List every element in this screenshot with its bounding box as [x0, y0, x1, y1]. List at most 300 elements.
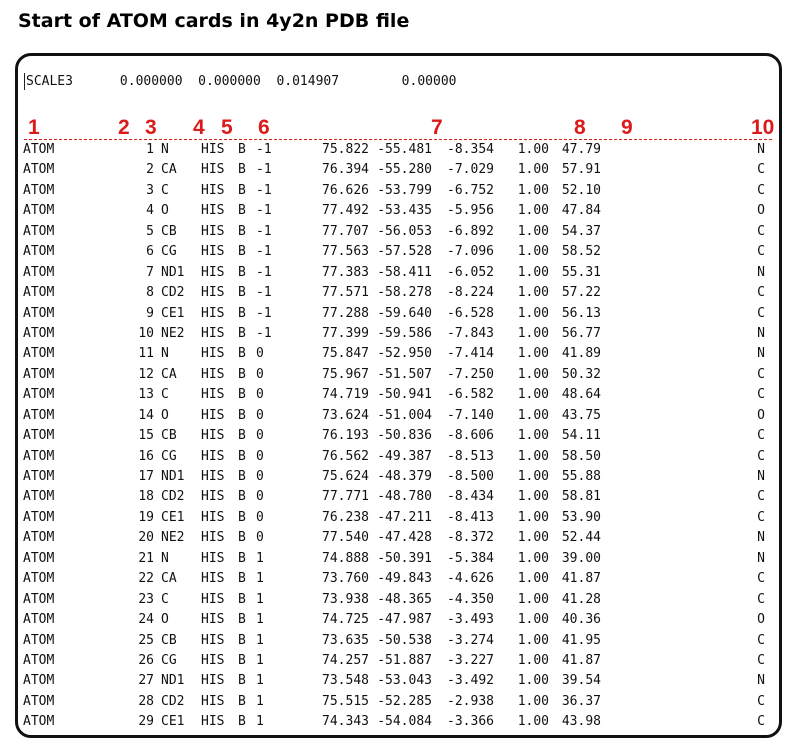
coord-z: -6.892 — [447, 223, 494, 239]
element: C — [757, 652, 765, 668]
occupancy: 1.00 — [517, 407, 549, 423]
atom-serial: 26 — [138, 652, 154, 668]
atom-row — [18, 324, 779, 344]
element: C — [757, 714, 765, 730]
coord-y: -53.799 — [377, 182, 432, 198]
residue-name: HIS — [201, 203, 225, 219]
coord-y: -57.528 — [377, 244, 432, 260]
temp-factor: 48.64 — [561, 387, 601, 403]
residue-seq: 1 — [256, 714, 264, 730]
coord-x: 74.343 — [322, 714, 369, 730]
residue-name: HIS — [201, 469, 225, 484]
atom-serial: 5 — [146, 223, 154, 239]
coord-y: -53.435 — [377, 203, 432, 219]
residue-seq: 0 — [256, 346, 264, 362]
occupancy: 1.00 — [517, 673, 549, 689]
coord-z: -8.513 — [447, 448, 494, 464]
column-number-2: 2 — [118, 116, 130, 139]
atom-row — [18, 181, 779, 201]
atom-serial: 7 — [146, 264, 154, 280]
record-name: ATOM — [23, 223, 55, 239]
occupancy: 1.00 — [517, 714, 549, 730]
record-name: ATOM — [23, 612, 55, 628]
atom-name: CG — [161, 448, 177, 464]
residue-seq: 1 — [256, 632, 264, 648]
atom-serial: 21 — [138, 550, 154, 566]
occupancy: 1.00 — [517, 612, 549, 628]
column-number-7: 7 — [431, 116, 443, 139]
atom-row — [18, 304, 779, 324]
chain-id: B — [238, 387, 246, 403]
element: C — [757, 244, 765, 260]
residue-name: HIS — [201, 509, 225, 525]
residue-name: HIS — [201, 223, 225, 239]
occupancy: 1.00 — [517, 264, 549, 280]
coord-y: -52.950 — [377, 346, 432, 362]
record-name: ATOM — [23, 714, 55, 730]
coord-y: -51.507 — [377, 366, 432, 382]
atom-row — [18, 508, 779, 528]
residue-name: HIS — [201, 612, 225, 628]
atom-row — [18, 528, 779, 548]
residue-seq: -1 — [256, 203, 272, 219]
atom-serial: 9 — [146, 305, 154, 321]
coord-x: 77.492 — [322, 203, 369, 219]
residue-seq: -1 — [256, 142, 272, 157]
atom-row — [18, 447, 779, 467]
coord-x: 76.394 — [322, 162, 369, 178]
record-name: ATOM — [23, 489, 55, 505]
residue-seq: 0 — [256, 530, 264, 546]
atom-serial: 1 — [146, 142, 154, 157]
chain-id: B — [238, 652, 246, 668]
atom-records — [18, 140, 779, 733]
coord-z: -5.956 — [447, 203, 494, 219]
element: O — [757, 407, 765, 423]
chain-id: B — [238, 448, 246, 464]
coord-z: -8.413 — [447, 509, 494, 525]
atom-serial: 20 — [138, 530, 154, 546]
coord-x: 76.626 — [322, 182, 369, 198]
atom-serial: 13 — [138, 387, 154, 403]
coord-z: -6.752 — [447, 182, 494, 198]
element: C — [757, 285, 765, 301]
atom-name: CE1 — [161, 714, 185, 730]
coord-x: 73.760 — [322, 571, 369, 587]
residue-seq: 0 — [256, 407, 264, 423]
atom-name: NE2 — [161, 325, 185, 341]
atom-serial: 12 — [138, 366, 154, 382]
coord-y: -47.428 — [377, 530, 432, 546]
pdb-text-panel[interactable] — [15, 53, 782, 738]
temp-factor: 41.95 — [561, 632, 601, 648]
atom-row — [18, 651, 779, 671]
coord-z: -3.366 — [447, 714, 494, 730]
coord-z: -7.029 — [447, 162, 494, 178]
occupancy: 1.00 — [517, 448, 549, 464]
coord-z: -3.493 — [447, 612, 494, 628]
residue-name: HIS — [201, 264, 225, 280]
occupancy: 1.00 — [517, 591, 549, 607]
chain-id: B — [238, 632, 246, 648]
temp-factor: 43.75 — [561, 407, 601, 423]
atom-row — [18, 671, 779, 691]
residue-seq: 0 — [256, 448, 264, 464]
residue-name: HIS — [201, 244, 225, 260]
chain-id: B — [238, 346, 246, 362]
temp-factor: 54.37 — [561, 223, 601, 239]
temp-factor: 50.32 — [561, 366, 601, 382]
chain-id: B — [238, 693, 246, 709]
coord-z: -7.250 — [447, 366, 494, 382]
atom-name: N — [161, 142, 169, 157]
residue-seq: 1 — [256, 673, 264, 689]
coord-y: -50.538 — [377, 632, 432, 648]
element: C — [757, 448, 765, 464]
record-name: ATOM — [23, 448, 55, 464]
occupancy: 1.00 — [517, 223, 549, 239]
atom-name: CD2 — [161, 693, 185, 709]
occupancy: 1.00 — [517, 346, 549, 362]
coord-y: -54.084 — [377, 714, 432, 730]
coord-z: -3.227 — [447, 652, 494, 668]
residue-seq: -1 — [256, 305, 272, 321]
chain-id: B — [238, 162, 246, 178]
coord-x: 76.193 — [322, 428, 369, 444]
temp-factor: 58.50 — [561, 448, 601, 464]
coord-x: 75.515 — [322, 693, 369, 709]
atom-name: ND1 — [161, 673, 185, 689]
atom-serial: 23 — [138, 591, 154, 607]
coord-z: -4.626 — [447, 571, 494, 587]
coord-z: -8.606 — [447, 428, 494, 444]
atom-row — [18, 692, 779, 712]
column-number-6: 6 — [258, 116, 270, 139]
atom-serial: 8 — [146, 285, 154, 301]
element: C — [757, 223, 765, 239]
chain-id: B — [238, 142, 246, 157]
element: C — [757, 489, 765, 505]
temp-factor: 41.87 — [561, 571, 601, 587]
chain-id: B — [238, 407, 246, 423]
residue-seq: 1 — [256, 550, 264, 566]
chain-id: B — [238, 612, 246, 628]
coord-x: 77.771 — [322, 489, 369, 505]
atom-name: C — [161, 387, 169, 403]
record-name: ATOM — [23, 407, 55, 423]
occupancy: 1.00 — [517, 571, 549, 587]
element: O — [757, 612, 765, 628]
residue-seq: 0 — [256, 489, 264, 505]
residue-seq: -1 — [256, 162, 272, 178]
coord-z: -8.224 — [447, 285, 494, 301]
coord-z: -7.096 — [447, 244, 494, 260]
column-number-1: 1 — [28, 116, 40, 139]
temp-factor: 47.79 — [561, 142, 601, 157]
occupancy: 1.00 — [517, 305, 549, 321]
coord-y: -56.053 — [377, 223, 432, 239]
residue-name: HIS — [201, 571, 225, 587]
residue-name: HIS — [201, 366, 225, 382]
element: C — [757, 387, 765, 403]
residue-name: HIS — [201, 162, 225, 178]
temp-factor: 52.44 — [561, 530, 601, 546]
atom-name: CB — [161, 632, 177, 648]
temp-factor: 54.11 — [561, 428, 601, 444]
residue-name: HIS — [201, 673, 225, 689]
atom-row — [18, 222, 779, 242]
residue-name: HIS — [201, 387, 225, 403]
element: C — [757, 509, 765, 525]
occupancy: 1.00 — [517, 693, 549, 709]
atom-row — [18, 467, 779, 487]
coord-y: -47.987 — [377, 612, 432, 628]
occupancy: 1.00 — [517, 489, 549, 505]
atom-name: ND1 — [161, 469, 185, 484]
atom-name: CB — [161, 223, 177, 239]
record-name: ATOM — [23, 571, 55, 587]
residue-seq: -1 — [256, 285, 272, 301]
coord-x: 75.624 — [322, 469, 369, 484]
atom-name: C — [161, 182, 169, 198]
coord-y: -58.411 — [377, 264, 432, 280]
scale3-line: SCALE3 0.000000 0.000000 0.014907 0.00000 — [26, 74, 457, 89]
coord-y: -50.941 — [377, 387, 432, 403]
record-name: ATOM — [23, 162, 55, 178]
element: N — [757, 673, 765, 689]
atom-serial: 15 — [138, 428, 154, 444]
atom-name: CE1 — [161, 305, 185, 321]
coord-y: -59.586 — [377, 325, 432, 341]
column-number-5: 5 — [221, 116, 233, 139]
element: N — [757, 325, 765, 341]
record-name: ATOM — [23, 550, 55, 566]
occupancy: 1.00 — [517, 203, 549, 219]
residue-name: HIS — [201, 142, 225, 157]
coord-y: -48.379 — [377, 469, 432, 484]
occupancy: 1.00 — [517, 285, 549, 301]
chain-id: B — [238, 366, 246, 382]
atom-serial: 24 — [138, 612, 154, 628]
atom-name: CD2 — [161, 285, 185, 301]
atom-row — [18, 385, 779, 405]
coord-z: -6.582 — [447, 387, 494, 403]
atom-serial: 14 — [138, 407, 154, 423]
occupancy: 1.00 — [517, 530, 549, 546]
column-number-4: 4 — [193, 116, 205, 139]
atom-row — [18, 344, 779, 364]
chain-id: B — [238, 203, 246, 219]
residue-seq: 0 — [256, 366, 264, 382]
coord-y: -50.391 — [377, 550, 432, 566]
residue-name: HIS — [201, 285, 225, 301]
temp-factor: 47.84 — [561, 203, 601, 219]
element: C — [757, 571, 765, 587]
record-name: ATOM — [23, 428, 55, 444]
chain-id: B — [238, 550, 246, 566]
record-name: ATOM — [23, 264, 55, 280]
occupancy: 1.00 — [517, 652, 549, 668]
element: C — [757, 632, 765, 648]
coord-z: -4.350 — [447, 591, 494, 607]
residue-seq: 1 — [256, 693, 264, 709]
occupancy: 1.00 — [517, 366, 549, 382]
coord-y: -49.843 — [377, 571, 432, 587]
coord-z: -5.384 — [447, 550, 494, 566]
coord-x: 77.288 — [322, 305, 369, 321]
atom-name: CB — [161, 428, 177, 444]
record-name: ATOM — [23, 325, 55, 341]
coord-y: -48.365 — [377, 591, 432, 607]
atom-serial: 25 — [138, 632, 154, 648]
occupancy: 1.00 — [517, 469, 549, 484]
element: C — [757, 366, 765, 382]
column-number-3: 3 — [145, 116, 157, 139]
atom-row — [18, 201, 779, 221]
atom-name: CD2 — [161, 489, 185, 505]
atom-row — [18, 426, 779, 446]
atom-name: O — [161, 407, 169, 423]
atom-row — [18, 406, 779, 426]
coord-x: 77.571 — [322, 285, 369, 301]
residue-name: HIS — [201, 632, 225, 648]
coord-x: 77.563 — [322, 244, 369, 260]
record-name: ATOM — [23, 305, 55, 321]
coord-y: -55.481 — [377, 142, 432, 157]
atom-row — [18, 569, 779, 589]
coord-z: -8.354 — [447, 142, 494, 157]
record-name: ATOM — [23, 591, 55, 607]
atom-name: CA — [161, 571, 177, 587]
element: N — [757, 264, 765, 280]
coord-x: 74.888 — [322, 550, 369, 566]
residue-name: HIS — [201, 550, 225, 566]
residue-seq: 1 — [256, 612, 264, 628]
chain-id: B — [238, 571, 246, 587]
column-number-10: 10 — [751, 116, 775, 139]
coord-y: -49.387 — [377, 448, 432, 464]
record-name: ATOM — [23, 346, 55, 362]
residue-name: HIS — [201, 182, 225, 198]
atom-row — [18, 242, 779, 262]
page-title: Start of ATOM cards in 4y2n PDB file — [18, 10, 410, 32]
atom-name: CA — [161, 162, 177, 178]
occupancy: 1.00 — [517, 509, 549, 525]
coord-x: 74.257 — [322, 652, 369, 668]
residue-seq: -1 — [256, 223, 272, 239]
coord-x: 75.847 — [322, 346, 369, 362]
chain-id: B — [238, 244, 246, 260]
atom-row — [18, 712, 779, 732]
coord-z: -6.052 — [447, 264, 494, 280]
residue-name: HIS — [201, 428, 225, 444]
coord-y: -50.836 — [377, 428, 432, 444]
atom-serial: 3 — [146, 182, 154, 198]
occupancy: 1.00 — [517, 387, 549, 403]
record-name: ATOM — [23, 387, 55, 403]
atom-name: C — [161, 591, 169, 607]
residue-name: HIS — [201, 305, 225, 321]
chain-id: B — [238, 469, 246, 484]
atom-serial: 27 — [138, 673, 154, 689]
atom-row — [18, 283, 779, 303]
record-name: ATOM — [23, 652, 55, 668]
coord-z: -7.843 — [447, 325, 494, 341]
residue-seq: -1 — [256, 182, 272, 198]
atom-name: O — [161, 203, 169, 219]
chain-id: B — [238, 182, 246, 198]
atom-serial: 4 — [146, 203, 154, 219]
chain-id: B — [238, 591, 246, 607]
residue-seq: 0 — [256, 387, 264, 403]
atom-serial: 22 — [138, 571, 154, 587]
occupancy: 1.00 — [517, 632, 549, 648]
coord-x: 75.967 — [322, 366, 369, 382]
element: N — [757, 550, 765, 566]
temp-factor: 39.54 — [561, 673, 601, 689]
temp-factor: 56.77 — [561, 325, 601, 341]
element: N — [757, 469, 765, 484]
atom-serial: 11 — [138, 346, 154, 362]
record-name: ATOM — [23, 469, 55, 484]
record-name: ATOM — [23, 244, 55, 260]
coord-z: -8.434 — [447, 489, 494, 505]
coord-x: 77.540 — [322, 530, 369, 546]
chain-id: B — [238, 714, 246, 730]
residue-seq: 0 — [256, 469, 264, 484]
atom-name: CE1 — [161, 509, 185, 525]
residue-name: HIS — [201, 448, 225, 464]
temp-factor: 39.00 — [561, 550, 601, 566]
atom-name: N — [161, 346, 169, 362]
chain-id: B — [238, 305, 246, 321]
residue-name: HIS — [201, 489, 225, 505]
record-name: ATOM — [23, 142, 55, 157]
atom-name: CG — [161, 244, 177, 260]
record-name: ATOM — [23, 693, 55, 709]
residue-seq: 1 — [256, 652, 264, 668]
temp-factor: 57.91 — [561, 162, 601, 178]
record-name: ATOM — [23, 509, 55, 525]
occupancy: 1.00 — [517, 244, 549, 260]
coord-z: -3.274 — [447, 632, 494, 648]
atom-name: ND1 — [161, 264, 185, 280]
chain-id: B — [238, 264, 246, 280]
coord-x: 73.635 — [322, 632, 369, 648]
temp-factor: 40.36 — [561, 612, 601, 628]
element: C — [757, 305, 765, 321]
coord-x: 75.822 — [322, 142, 369, 157]
coord-x: 73.548 — [322, 673, 369, 689]
record-name: ATOM — [23, 530, 55, 546]
residue-seq: -1 — [256, 244, 272, 260]
residue-seq: 0 — [256, 509, 264, 525]
temp-factor: 58.81 — [561, 489, 601, 505]
atom-row — [18, 590, 779, 610]
occupancy: 1.00 — [517, 162, 549, 178]
coord-y: -53.043 — [377, 673, 432, 689]
coord-z: -3.492 — [447, 673, 494, 689]
residue-name: HIS — [201, 693, 225, 709]
coord-y: -51.887 — [377, 652, 432, 668]
atom-row — [18, 263, 779, 283]
temp-factor: 41.28 — [561, 591, 601, 607]
element: N — [757, 530, 765, 546]
temp-factor: 55.88 — [561, 469, 601, 484]
atom-row — [18, 487, 779, 507]
column-number-header — [18, 116, 779, 140]
record-name: ATOM — [23, 632, 55, 648]
